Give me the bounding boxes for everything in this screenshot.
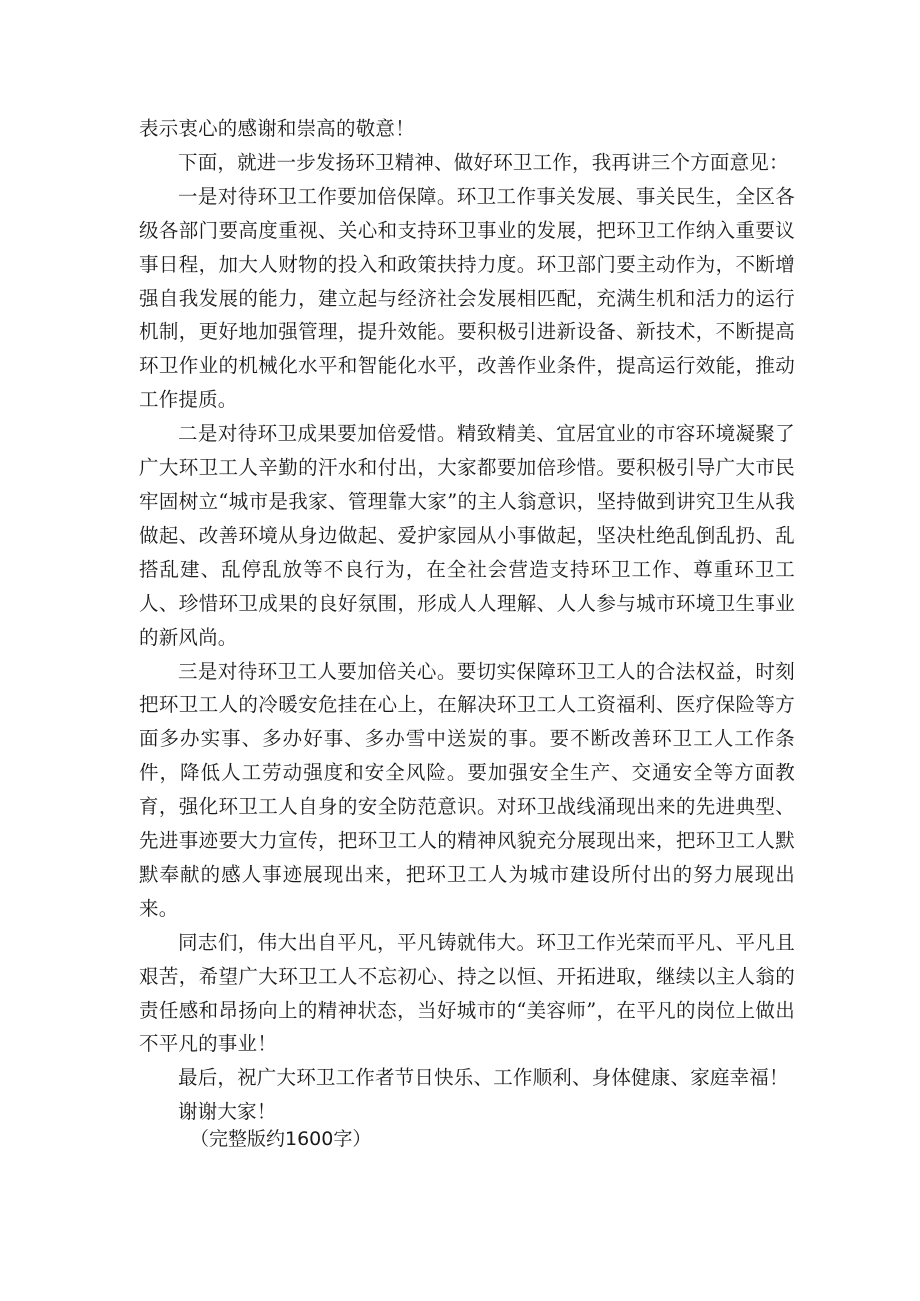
word-count-note: （完整版约1600字） xyxy=(190,1128,372,1150)
paragraph-thanks: 谢谢大家！ xyxy=(178,1100,277,1124)
paragraph-point-one: 一是对待环卫工作要加倍保障。环卫工作事关发展、事关民生，全区各级各部门要高度重视、关心和支持环卫事业的发展，把环卫工作纳入重要议事日程，加大人财物的投入和政策扶持力度。环卫部门要主动作为，不断增强自我发展的能力，建立起与经济社会发展相匹配，充满生机和活力的运行机制，更好地加强管理，提升效能。要积极引进新设备、新技术，不断提高环卫作业的机械化水平和智能化水平，改善作业条件，提高运行效能，推动工作提质。 xyxy=(139,184,795,412)
paragraph-intro-three-points: 下面，就进一步发扬环卫精神、做好环卫工作，我再讲三个方面意见： xyxy=(178,150,789,174)
document-body xyxy=(139,112,795,1129)
paragraph-point-three: 三是对待环卫工人要加倍关心。要切实保障环卫工人的合法权益，时刻把环卫工人的冷暖安危挂在心上，在解决环卫工人工资福利、医疗保险等方面多办实事、多办好事、多办雪中送炭的事。要不断改善环卫工人工作条件，降低人工劳动强度和安全风险。要加强安全生产、交通安全等方面教育，强化环卫工人自身的安全防范意识。对环卫战线涌现出来的先进典型、先进事迹要大力宣传，把环卫工人的精神风貌充分展现出来，把环卫工人默默奉献的感人事迹展现出来，把环卫工人为城市建设所付出的努力展现出来。 xyxy=(139,659,795,920)
paragraph-point-two: 二是对待环卫成果要加倍爱惜。精致精美、宜居宜业的市容环境凝聚了广大环卫工人辛勤的汗水和付出，大家都要加倍珍惜。要积极引导广大市民牢固树立“城市是我家、管理靠大家”的主人翁意识，坚持做到讲究卫生从我做起、改善环境从身边做起、爱护家园从小事做起，坚决杜绝乱倒乱扔、乱搭乱建、乱停乱放等不良行为，在全社会营造支持环卫工作、尊重环卫工人、珍惜环卫成果的良好氛围，形成人人理解、人人参与城市环境卫生事业的新风尚。 xyxy=(139,422,795,649)
paragraph-closing-thanks-fragment: 表示衷心的感谢和崇高的敬意！ xyxy=(139,117,415,140)
paragraph-final-wishes: 最后，祝广大环卫工作者节日快乐、工作顺利、身体健康、家庭幸福！ xyxy=(178,1066,789,1090)
paragraph-comrades: 同志们，伟大出自平凡，平凡铸就伟大。环卫工作光荣而平凡、平凡且艰苦，希望广大环卫工人不忘初心、持之以恒、开拓进取，继续以主人翁的责任感和昂扬向上的精神状态，当好城市的“美容师”，在平凡的岗位上做出不平凡的事业！ xyxy=(139,930,795,1056)
